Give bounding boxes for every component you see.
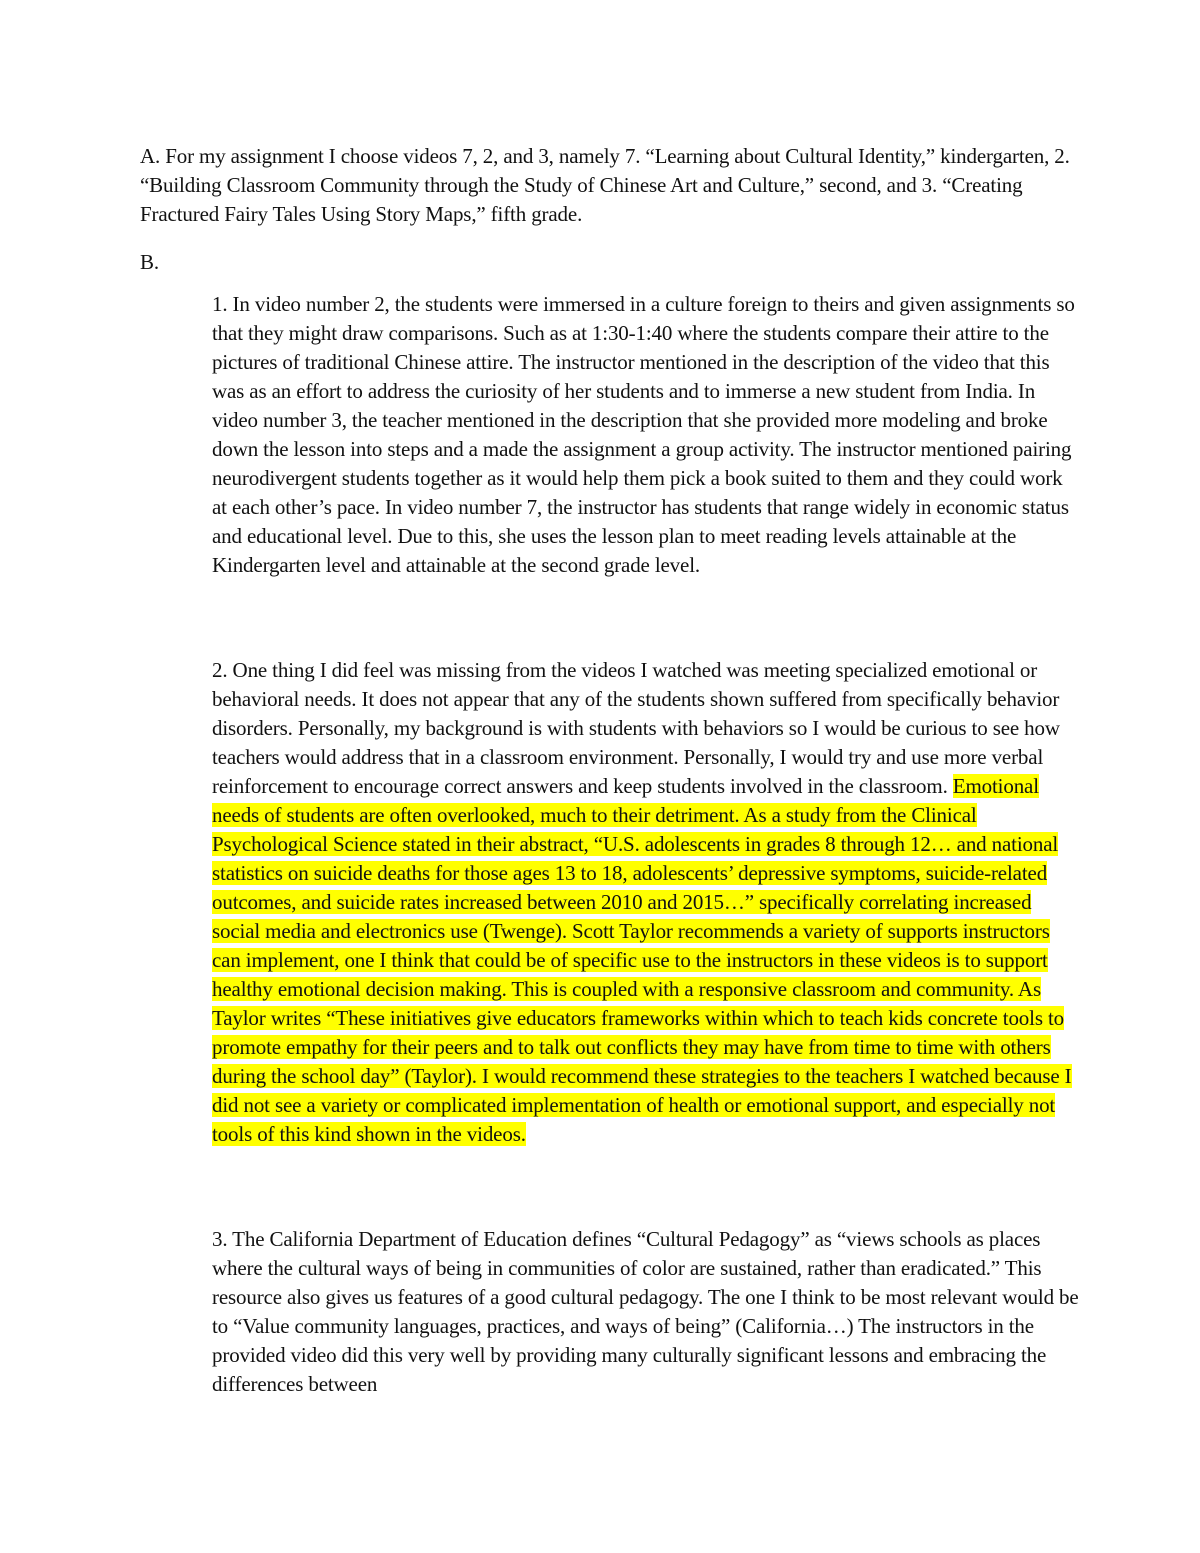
list-item-2 bbox=[212, 656, 1082, 1149]
list-item-2-plain-text: 2. One thing I did feel was missing from the videos I watched was meeting specialized emotional or behavioral needs. It does not appear that any of the students shown suffered from specifically behavior disorders. Personally, my background is with students with behaviors so I would be curious to see how teachers would address that in a classroom environment. Personally, I would try and use more verbal reinforcement to encourage correct answers and keep students involved in the classroom. bbox=[212, 658, 1060, 798]
section-b-label: B. bbox=[140, 250, 159, 274]
list-item-3: 3. The California Department of Education defines “Cultural Pedagogy” as “views schools as places where the cultural ways of being in communities of color are sustained, rather than eradicated.” This resource also gives us features of a good cultural pedagogy. The one I think to be most relevant would be to “Value community languages, practices, and ways of being” (California…) The instructors in the provided video did this very well by providing many culturally significant lessons and embracing the differences between bbox=[212, 1227, 1079, 1396]
list-item-1: 1. In video number 2, the students were immersed in a culture foreign to theirs and given assignments so that they might draw comparisons. Such as at 1:30-1:40 where the students compare their attire to the pictures of traditional Chinese attire. The instructor mentioned in the description of the video that this was as an effort to address the curiosity of her students and to immerse a new student from India. In video number 3, the teacher mentioned in the description that she provided more modeling and broke down the lesson into steps and a made the assignment a group activity. The instructor mentioned pairing neurodivergent students together as it would help them pick a book suited to them and they could work at each other’s pace. In video number 7, the instructor has students that range widely in economic status and educational level. Due to this, she uses the lesson plan to meet reading levels attainable at the Kindergarten level and attainable at the second grade level. bbox=[212, 292, 1075, 577]
highlighted-text: Emotional needs of students are often overlooked, much to their detriment. As a study from the Clinical Psychological Science stated in their abstract, “U.S. adolescents in grades 8 through 12… and national statistics on suicide deaths for those ages 13 to 18, adolescents’ depressive symptoms, suicide-related outcomes, and suicide rates increased between 2010 and 2015…” specifically correlating increased social media and electronics use (Twenge). Scott Taylor recommends a variety of supports instructors can implement, one I think that could be of specific use to the instructors in these videos is to support healthy emotional decision making. This is coupled with a responsive classroom and community. As Taylor writes “These initiatives give educators frameworks within which to teach kids concrete tools to promote empathy for their peers and to talk out conflicts they may have from time to time with others during the school day” (Taylor). I would recommend these strategies to the teachers I watched because I did not see a variety or complicated implementation of health or emotional support, and especially not tools of this kind shown in the videos. bbox=[212, 774, 1072, 1146]
paragraph-section-a: A. For my assignment I choose videos 7, 2, and 3, namely 7. “Learning about Cultural Identity,” kindergarten, 2. “Building Classroom Community through the Study of Chinese Art and Culture,” second, and 3. “Creating Fractured Fairy Tales Using Story Maps,” fifth grade. bbox=[140, 144, 1070, 226]
